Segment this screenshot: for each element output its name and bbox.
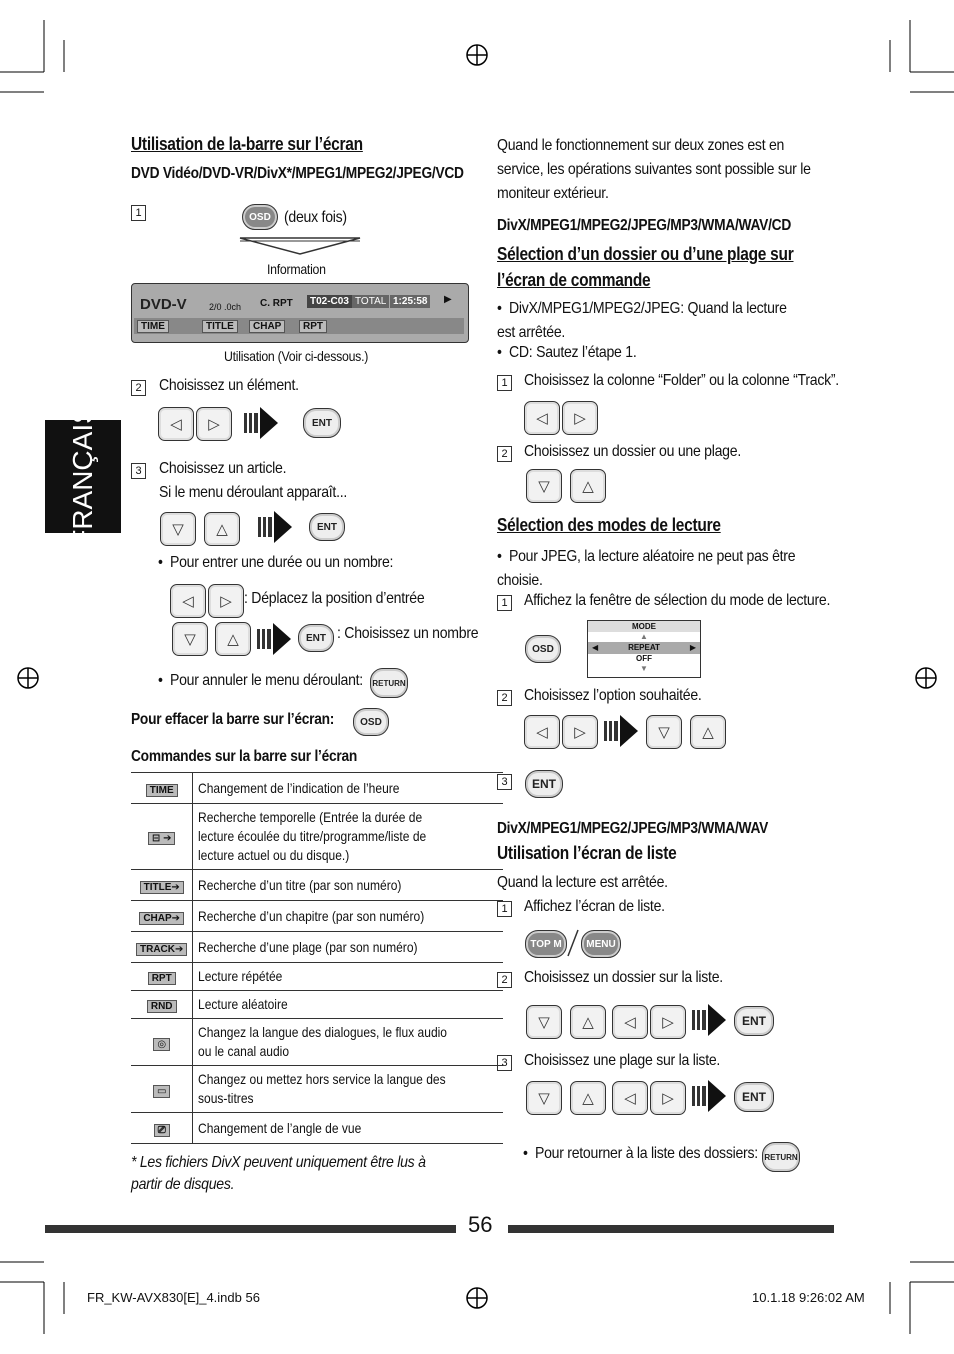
mode-up-icon: ▲: [640, 632, 648, 641]
r-step-1-text: Choisissez la colonne “Folder” ou la colonne “Track”.: [524, 372, 839, 389]
command-description: Recherche d’un chapitre (par son numéro): [198, 907, 425, 924]
step-2-text: Choisissez un élément.: [159, 377, 299, 394]
mode-row: [588, 642, 700, 654]
commands-table: [131, 772, 503, 1144]
osd-button[interactable]: OSD: [525, 635, 561, 663]
osd-button-row: [134, 318, 464, 334]
left-heading: Utilisation de la-barre sur l’écran: [131, 134, 363, 154]
command-icon: TITLE➔: [140, 881, 184, 894]
osd-rpt-button[interactable]: RPT: [299, 320, 327, 333]
step-1-num: 1: [131, 203, 146, 221]
table-row: [131, 1066, 503, 1113]
command-icon: RND: [147, 1000, 177, 1013]
l-step-3-num: 3: [497, 1053, 512, 1071]
r-step-2-text: Choisissez un dossier ou une plage.: [524, 443, 741, 460]
move-position-text: : Déplacez la position d’entrée: [244, 590, 425, 607]
then-arrow-icon: [258, 507, 292, 547]
down-key[interactable]: ▽: [526, 1081, 562, 1115]
table-row: [131, 870, 503, 901]
command-description: Recherche temporelle (Entrée la durée de lecture écoulée du titre/programme/liste de lecture actuel ou du disque.): [198, 809, 427, 863]
bullet-divx: • DivX/MPEG1/MPEG2/JPEG: Quand la lecture est arrêtée.: [497, 300, 787, 341]
bullet-divx-text: DivX/MPEG1/MPEG2/JPEG: Quand la lecture est arrêtée.: [497, 300, 787, 341]
mode-box: [587, 620, 701, 678]
formats-2: DivX/MPEG1/MPEG2/JPEG/MP3/WMA/WAV: [497, 820, 769, 837]
osd-total: TOTAL: [352, 295, 389, 308]
bullet-cd: • CD: Sautez l’étape 1.: [497, 344, 637, 361]
command-icon-cell: [131, 991, 193, 1019]
osd-button[interactable]: OSD: [242, 204, 278, 230]
choose-number-text: : Choisissez un nombre: [337, 625, 479, 642]
r-step-3-text: Affichez la fenêtre de sélection du mode de lecture.: [524, 592, 831, 609]
command-description: Lecture aléatoire: [198, 996, 289, 1012]
command-description: Recherche d’une plage (par son numéro): [198, 938, 418, 955]
osd-next-icon: ▶: [444, 294, 452, 305]
command-icon: TRACK➔: [136, 943, 187, 956]
ent-button[interactable]: ENT: [309, 513, 345, 541]
bullet-cancel: • Pour annuler le menu déroulant:: [158, 672, 363, 689]
command-description-cell: [193, 804, 504, 870]
osd-audio: 2/0 .0ch: [209, 302, 242, 312]
left-key[interactable]: ◁: [170, 584, 206, 618]
mode-item: REPEAT: [628, 643, 660, 652]
r-step-1-num: 1: [497, 373, 512, 391]
intro-text: Quand le fonctionnement sur deux zones est en service, les opérations suivantes sont possible sur le moniteur extérieur.: [497, 137, 811, 202]
right-key[interactable]: ▷: [196, 407, 232, 441]
command-description-cell: [193, 991, 504, 1019]
command-icon-cell: [131, 773, 193, 804]
command-description-cell: [193, 870, 504, 901]
command-description: Recherche d’un titre (par son numéro): [198, 876, 402, 893]
footer-stamp: 10.1.18 9:26:02 AM: [752, 1290, 865, 1305]
command-description-cell: [193, 963, 504, 991]
l-step-3-text: Choisissez une plage sur la liste.: [524, 1052, 721, 1069]
ent-button[interactable]: ENT: [734, 1006, 774, 1036]
return-button[interactable]: RETURN: [370, 668, 408, 698]
l-step-1-num: 1: [497, 899, 512, 917]
osd-mode: DVD-V: [140, 296, 187, 313]
right-key[interactable]: ▷: [562, 715, 598, 749]
right-key[interactable]: ▷: [562, 401, 598, 435]
osd-time-button[interactable]: TIME: [137, 320, 169, 333]
bullet-enter-text: Pour entrer une durée ou un nombre:: [169, 554, 394, 571]
then-arrow-icon: [692, 1076, 726, 1116]
language-tab-label: FRANÇAIS: [67, 405, 98, 547]
command-icon-cell: [131, 804, 193, 870]
then-arrow-icon: [604, 711, 638, 751]
utilisation-label: Utilisation (Voir ci-dessous.): [224, 348, 369, 364]
return-button[interactable]: RETURN: [762, 1142, 800, 1172]
step-3-text-a: Choisissez un article.: [159, 460, 287, 477]
command-icon-cell: [131, 1113, 193, 1144]
ent-button[interactable]: ENT: [734, 1082, 774, 1112]
footnote: * Les fichiers DivX peuvent uniquement être lus à partir de disques.: [131, 1154, 426, 1193]
then-arrow-icon: [692, 1000, 726, 1040]
command-icon: ⎚: [154, 1124, 170, 1137]
bullet-back: • Pour retourner à la liste des dossiers:: [523, 1145, 758, 1162]
mode-left-icon: ◀: [592, 643, 599, 652]
r-step-4-text: Choisissez l’option souhaitée.: [524, 687, 702, 704]
command-icon: ▭: [153, 1085, 170, 1098]
command-icon-cell: [131, 932, 193, 963]
left-key[interactable]: ◁: [612, 1005, 648, 1039]
page-bar-left: [45, 1225, 456, 1233]
command-description-cell: [193, 1066, 504, 1113]
then-arrow-icon: [244, 403, 278, 443]
erase-text: Pour effacer la barre sur l’écran:: [131, 711, 335, 728]
command-description: Changez la langue des dialogues, le flux audio ou le canal audio: [198, 1024, 448, 1059]
mode-title: MODE: [588, 621, 700, 632]
r-step-3-num: 1: [497, 593, 512, 611]
information-label: Information: [267, 261, 326, 277]
then-arrow-icon: [257, 619, 291, 659]
right-key[interactable]: ▷: [208, 584, 244, 618]
command-icon: ◎: [153, 1038, 170, 1051]
command-description: Lecture répétée: [198, 968, 283, 984]
table-row: [131, 963, 503, 991]
table-row: [131, 991, 503, 1019]
table-row: [131, 932, 503, 963]
command-description-cell: [193, 1113, 504, 1144]
bullet-jpeg-text: Pour JPEG, la lecture aléatoire ne peut pas être choisie.: [497, 548, 796, 589]
bullet-enter: • Pour entrer une durée ou un nombre:: [158, 554, 394, 571]
table-row: [131, 1019, 503, 1066]
command-icon: ⊟ ➔: [148, 832, 176, 845]
bullet-jpeg: • Pour JPEG, la lecture aléatoire ne peut pas être choisie.: [497, 548, 796, 589]
step-3-num: 3: [131, 461, 146, 479]
up-key[interactable]: △: [570, 469, 606, 503]
step-2-num: 2: [131, 378, 146, 396]
footer-file: FR_KW-AVX830[E]_4.indb 56: [87, 1290, 260, 1305]
osd-button[interactable]: OSD: [353, 708, 389, 736]
mode-right-icon: ▶: [689, 643, 696, 652]
up-key[interactable]: △: [570, 1081, 606, 1115]
osd-rpt: C. RPT: [260, 298, 293, 309]
mode-value: OFF: [636, 654, 652, 663]
osd-bar: [131, 283, 469, 343]
command-icon: CHAP➔: [139, 912, 184, 925]
command-description-cell: [193, 932, 504, 963]
command-icon: RPT: [148, 972, 176, 985]
bullet-back-text: Pour retourner à la liste des dossiers:: [534, 1145, 758, 1162]
top-menu-button[interactable]: TOP M: [525, 930, 567, 958]
down-key[interactable]: ▽: [526, 1005, 562, 1039]
command-icon-cell: [131, 1019, 193, 1066]
heading-list-screen: Utilisation l’écran de liste: [497, 843, 677, 863]
left-key[interactable]: ◁: [524, 715, 560, 749]
down-key[interactable]: ▽: [160, 512, 196, 546]
right-key[interactable]: ▷: [650, 1081, 686, 1115]
page-number: 56: [468, 1212, 493, 1237]
table-row: [131, 1113, 503, 1144]
heading-play-modes: Sélection des modes de lecture: [497, 515, 721, 535]
ent-button[interactable]: ENT: [298, 624, 334, 652]
mode-down-icon: ▼: [640, 664, 648, 673]
osd-time: 1:25:58: [390, 295, 430, 308]
command-icon-cell: [131, 1066, 193, 1113]
stopped-text: Quand la lecture est arrêtée.: [497, 874, 668, 891]
up-key[interactable]: △: [570, 1005, 606, 1039]
menu-button[interactable]: MENU: [581, 930, 621, 958]
command-icon-cell: [131, 963, 193, 991]
down-key[interactable]: ▽: [172, 622, 208, 656]
command-description: Changement de l’indication de l’heure: [198, 779, 400, 796]
bullet-cancel-text: Pour annuler le menu déroulant:: [169, 672, 363, 689]
r-step-5-num: 3: [497, 772, 512, 790]
command-icon: TIME: [146, 784, 178, 797]
left-formats: DVD Vidéo/DVD-VR/DivX*/MPEG1/MPEG2/JPEG/VCD: [131, 165, 464, 182]
left-key[interactable]: ◁: [158, 407, 194, 441]
osd-title-button[interactable]: TITLE: [202, 320, 238, 333]
r-step-4-num: 2: [497, 688, 512, 706]
up-key[interactable]: △: [690, 715, 726, 749]
left-key[interactable]: ◁: [612, 1081, 648, 1115]
l-step-2-text: Choisissez un dossier sur la liste.: [524, 969, 723, 986]
osd-track: T02-C03: [307, 295, 352, 308]
command-description: Changement de l’angle de vue: [198, 1119, 362, 1136]
command-icon-cell: [131, 901, 193, 932]
command-description-cell: [193, 773, 504, 804]
slash-divider: [566, 928, 580, 958]
l-step-2-num: 2: [497, 970, 512, 988]
table-row: [131, 901, 503, 932]
l-step-1-text: Affichez l’écran de liste.: [524, 898, 665, 915]
command-description: Changez ou mettez hors service la langue des sous-titres: [198, 1071, 447, 1106]
command-description-cell: [193, 901, 504, 932]
formats-1: DivX/MPEG1/MPEG2/JPEG/MP3/WMA/WAV/CD: [497, 217, 791, 234]
left-key[interactable]: ◁: [524, 401, 560, 435]
up-key[interactable]: △: [215, 622, 251, 656]
heading-folder-select: Sélection d’un dossier ou d’une plage sur l’écran de commande: [497, 244, 794, 290]
down-key[interactable]: ▽: [526, 469, 562, 503]
command-icon-cell: [131, 870, 193, 901]
osd-chap-button[interactable]: CHAP: [249, 320, 285, 333]
command-description-cell: [193, 1019, 504, 1066]
up-key[interactable]: △: [204, 512, 240, 546]
bullet-cd-text: CD: Sautez l’étape 1.: [508, 344, 637, 361]
table-row: [131, 773, 503, 804]
step-3-text-b: Si le menu déroulant apparaît...: [159, 484, 348, 501]
right-key[interactable]: ▷: [650, 1005, 686, 1039]
commands-title: Commandes sur la barre sur l’écran: [131, 748, 358, 765]
page-bar-right: [508, 1225, 834, 1233]
language-tab: [45, 405, 121, 547]
ent-button[interactable]: ENT: [303, 408, 341, 438]
r-step-2-num: 2: [497, 444, 512, 462]
down-chevron-icon: [238, 236, 362, 256]
down-key[interactable]: ▽: [646, 715, 682, 749]
ent-button[interactable]: ENT: [525, 770, 563, 798]
table-row: [131, 804, 503, 870]
twice-label: (deux fois): [284, 209, 347, 226]
